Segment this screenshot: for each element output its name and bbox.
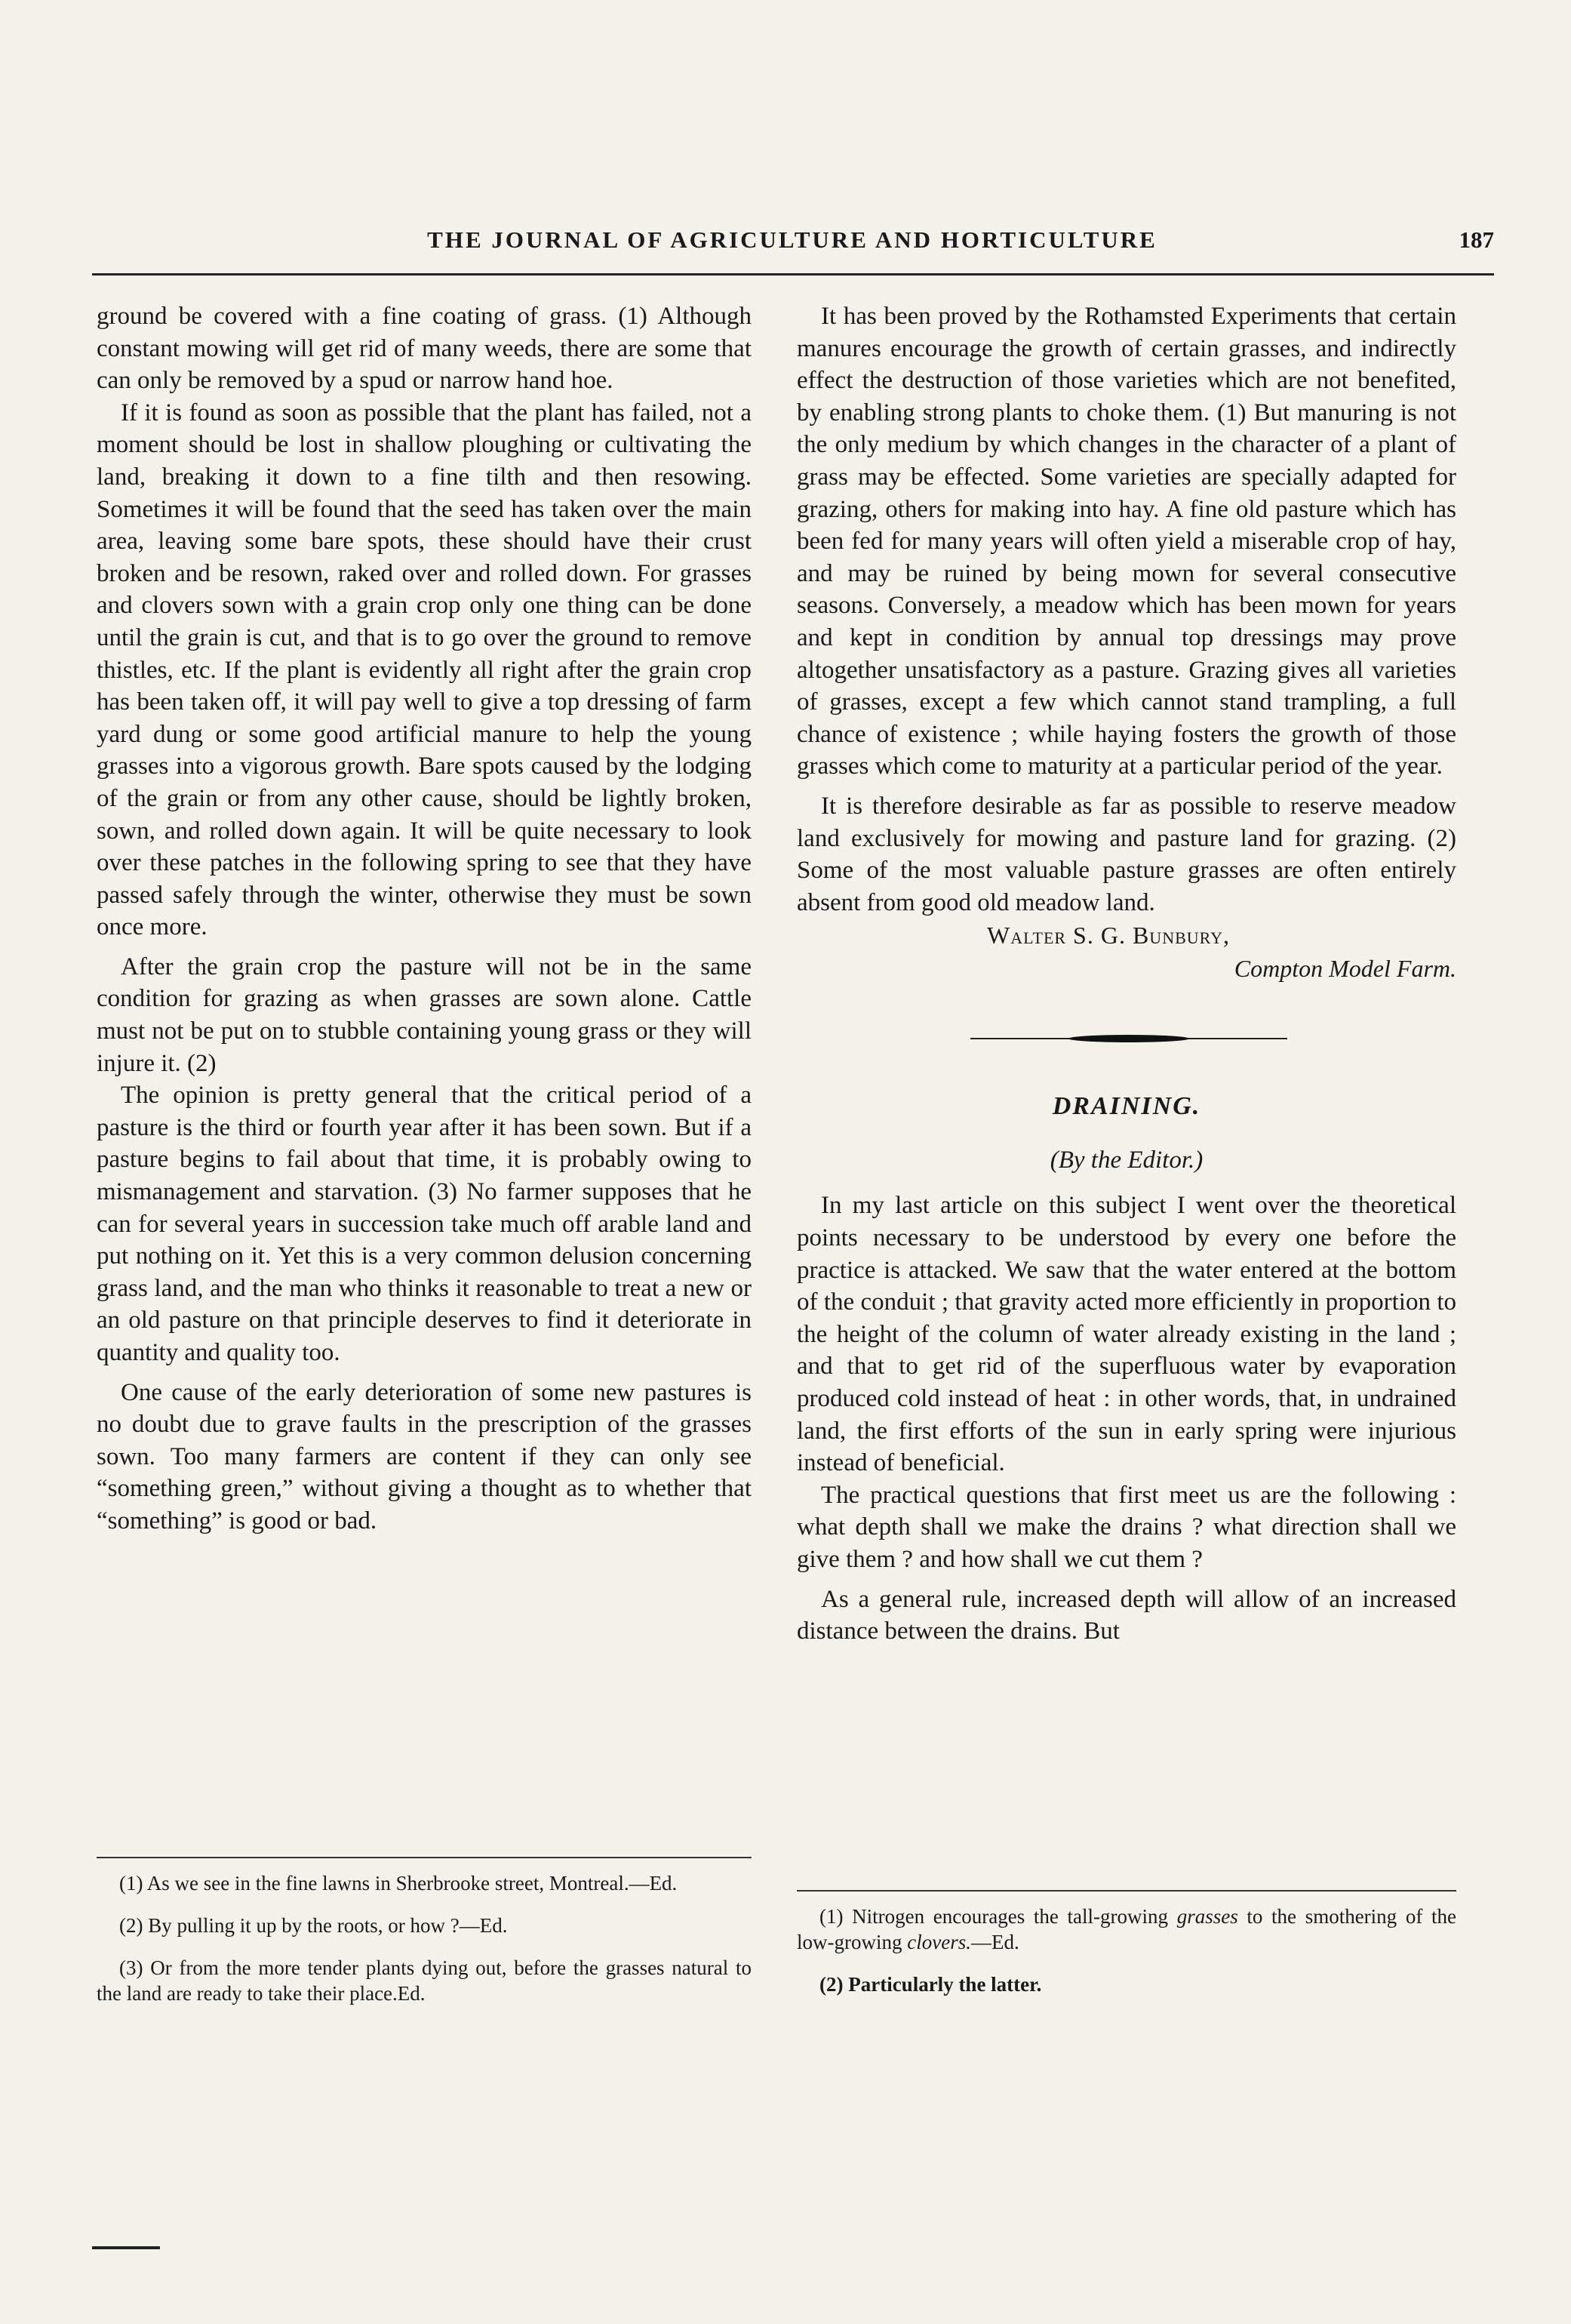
footnote-text: to the smothering of the low-growing: [797, 1905, 1456, 1953]
paragraph: ground be covered with a fine coating of grass. (1) Although constant mowing will get rid of many weeds, there are some that can only be removed by a spud or narrow hand hoe.: [97, 303, 752, 395]
paragraph: As a general rule, increased depth will allow of an increased distance between the drains. But: [797, 1585, 1456, 1645]
right-column: [797, 300, 1456, 1648]
paragraph: The opinion is pretty general that the critical period of a pasture is the third or fourth year after it has been sown. But if a pasture begins to fail about that time, it is probably owing to mismanagement and starvation. (3) No farmer supposes that he can for several years in succession take much off arable land and put nothing on it. Yet this is a very common delusion concerning grass land, and the man who thinks it reasonable to treat a new or an old pasture on that principle deserves to find it deteriorate in quantity and quality too.: [97, 1082, 752, 1366]
paragraph: After the grain crop the pasture will not be in the same condition for grazing as when grasses are sown alone. Cattle must not be put on to stubble containing young grass or they will injure it. (2): [97, 953, 752, 1077]
footnote-text: (1) Nitrogen encourages the tall-growing: [819, 1905, 1177, 1928]
footnote: (1) As we see in the fine lawns in Sherbrooke street, Montreal.—Ed.: [119, 1872, 678, 1895]
author-name: Walter S. G. Bunbury,: [987, 922, 1230, 950]
paragraph: It has been proved by the Rothamsted Experiments that certain manures encourage the growth of certain grasses, and indirectly effect the destruction of those varieties which are not benefited, by enabling strong plants to choke them. (1) But manuring is not the only medium by which changes in the character of a plant of grass may be effected. Some varieties are specially adapted for grazing, others for making into hay. A fine old pasture which has been fed for many years will often yield a miserable crop of hay, and may be ruined by being mown for several consecutive seasons. Conversely, a meadow which has been mown for years and kept in condition by annual top dressings may prove altogether unsatisfactory as a pasture. Grazing gives all varieties of grasses, except a few which cannot stand trampling, a full chance of existence ; while haying fosters the growth of those grasses which come to maturity at a particular period of the year.: [797, 303, 1456, 780]
left-column: [97, 300, 752, 1538]
author-signature: [797, 919, 1456, 985]
paragraph: The practical questions that first meet us are the following : what depth shall we make the drains ? what direction shall we give them ? and how shall we cut them ?: [797, 1481, 1456, 1573]
author-place: Compton Model Farm.: [1234, 955, 1456, 983]
paragraph: One cause of the early deterioration of some new pastures is no doubt due to grave faults in the prescription of the grasses sown. Too many farmers are content if they can only see “something green,” without giving a thought as to whether that “something” is good or bad.: [97, 1378, 752, 1534]
footnote: (3) Or from the more tender plants dying out, before the grasses natural to the land are ready to take their place.Ed.: [97, 1956, 752, 2005]
footnote-italic: grasses: [1176, 1905, 1238, 1928]
bottom-mark: [92, 2246, 160, 2249]
footnote: [797, 1904, 1456, 1955]
section-divider-ornament: [797, 1012, 1456, 1065]
footnote-rule: [97, 1857, 752, 1858]
paragraph: In my last article on this subject I went over the theoretical points necessary to be understood by every one before the practice is attacked. We saw that the water entered at the bottom of the conduit ; that gravity acted more efficiently in proportion to the height of the column of water already existing in the land ; and that to get rid of the superfluous water by evaporation produced cold instead of heat : in other words, that, in undrained land, the first efforts of the sun in early spring were injurious instead of beneficial.: [797, 1192, 1456, 1477]
footnote: (2) Particularly the latter.: [819, 1973, 1042, 1996]
byline: (By the Editor.): [1050, 1146, 1204, 1174]
page-number: 187: [1459, 226, 1494, 253]
footnote-rule: [797, 1890, 1456, 1892]
footnote-italic: clovers.: [907, 1931, 971, 1953]
header-rule: [92, 273, 1494, 275]
page-header: [91, 226, 1494, 264]
paragraph: It is therefore desirable as far as possible to reserve meadow land exclusively for mowing and pasture land for grazing. (2) Some of the most valuable pasture grasses are often entirely absent from good old meadow land.: [797, 792, 1456, 916]
footnote: (2) By pulling it up by the roots, or how ?—Ed.: [119, 1914, 508, 1937]
divider-center: [1068, 1035, 1189, 1042]
right-footnotes: [797, 1890, 1456, 2014]
section-title: DRAINING.: [1052, 1092, 1201, 1121]
paragraph: If it is found as soon as possible that the plant has failed, not a moment should be lost in shallow ploughing or cultivating the land, breaking it down to a fine tilth and then resowing. Sometimes it will be found that the seed has taken over the main area, leaving some bare spots, these should have their crust broken and be resown, raked over and rolled down. For grasses and clovers sown with a grain crop only one thing can be done until the grain is cut, and that is to go over the ground to remove thistles, etc. If the plant is evidently all right after the grain crop has been taken off, it will pay well to give a top dressing of farm yard dung or some good artificial manure to help the young grasses into a vigorous growth. Bare spots caused by the lodging of the grain or from any other cause, should be lightly broken, sown, and rolled down again. It will be quite necessary to look over these patches in the following spring to see that they have passed safely through the winter, otherwise they must be sown once more.: [97, 399, 752, 941]
left-footnotes: [97, 1857, 752, 2023]
running-head: THE JOURNAL OF AGRICULTURE AND HORTICULTURE: [427, 226, 1157, 253]
footnote-text: —Ed.: [970, 1931, 1019, 1953]
